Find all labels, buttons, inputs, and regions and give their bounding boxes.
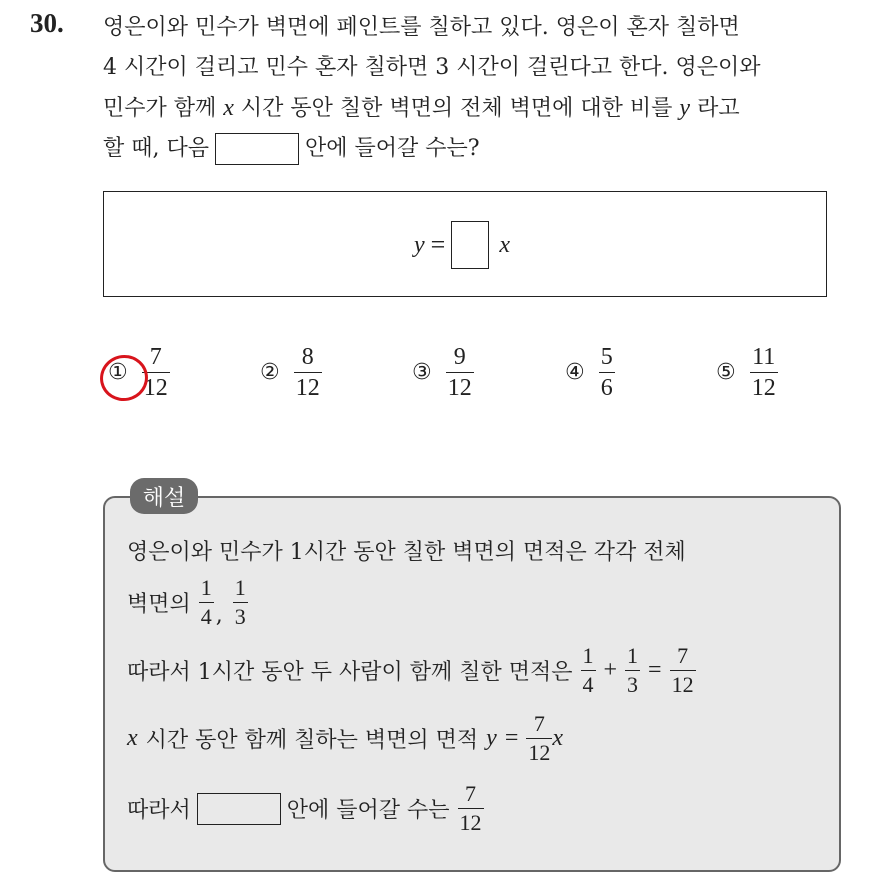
choice-3-mark: ③	[412, 360, 432, 385]
solution-line-3-frac-b	[625, 645, 640, 696]
frac-1-3-num: 1	[234, 575, 246, 600]
line3-result-num: 7	[677, 643, 689, 668]
question-line-3c: 라고	[697, 96, 740, 121]
choice-5-num: 11	[752, 344, 776, 370]
question-line-2: 4 시간이 걸리고 민수 혼자 칠하면 3 시간이 걸린다고 한다. 영은이와	[103, 55, 761, 80]
line4-var-x: x	[127, 725, 138, 751]
solution-line-2	[127, 577, 248, 628]
line4-var-y: y	[486, 725, 497, 751]
choice-1-den: 12	[142, 372, 170, 400]
solution-blank	[197, 793, 281, 825]
question-text	[103, 8, 873, 169]
choice-2-num: 8	[301, 344, 314, 370]
solution-comma: ,	[215, 603, 223, 628]
line4-var-x-2: x	[552, 725, 564, 751]
equation	[414, 222, 510, 268]
solution-line-5	[127, 783, 484, 834]
question-line-3b: 시간 동안 칠한 벽면의 전체 벽면에 대한 비를	[240, 96, 673, 121]
choice-4-mark: ④	[565, 360, 585, 385]
solution-tag: 해설	[130, 478, 198, 514]
solution-line-3-frac-a	[581, 645, 596, 696]
question-line-4b: 안에 들어갈 수는?	[305, 136, 480, 161]
line4-frac-num: 7	[533, 711, 545, 736]
solution-line-2-text: 벽면의	[127, 592, 191, 617]
choice-2-fraction	[294, 345, 322, 400]
frac-1-4-den: 4	[200, 604, 212, 629]
choice-4-fraction	[599, 345, 615, 400]
line3-frac-a-num: 1	[582, 643, 594, 668]
solution-line-5-prefix: 따라서	[127, 798, 191, 823]
var-y: y	[679, 95, 691, 121]
equation-equals: =	[430, 230, 446, 259]
choice-1-mark: ①	[108, 360, 128, 385]
choice-5[interactable]	[716, 345, 778, 400]
choice-4[interactable]	[565, 345, 615, 400]
equation-lhs: y	[414, 231, 425, 258]
question-line-3a: 민수가 함께	[103, 96, 217, 121]
equation-box	[103, 191, 827, 297]
solution-line-4-text: 시간 동안 함께 칠하는 벽면의 면적	[145, 728, 479, 753]
line3-frac-b-num: 1	[627, 643, 639, 668]
choice-1-fraction	[142, 345, 170, 400]
solution-line-5-suffix: 안에 들어갈 수는	[286, 798, 450, 823]
answer-blank	[215, 133, 299, 165]
line4-frac-den: 12	[528, 740, 551, 765]
solution-fraction-1-4	[199, 577, 214, 628]
line5-frac-num: 7	[465, 781, 477, 806]
question-line-4a: 할 때, 다음	[103, 136, 209, 161]
question-line-1: 영은이와 민수가 벽면에 페인트를 칠하고 있다. 영은이 혼자 칠하면	[103, 15, 740, 40]
choice-3-num: 9	[453, 344, 466, 370]
choice-3-fraction	[446, 345, 474, 400]
frac-1-3-den: 3	[234, 604, 246, 629]
choice-3[interactable]	[412, 345, 474, 400]
solution-line-3	[127, 645, 696, 696]
choice-1-num: 7	[149, 344, 162, 370]
choice-2-mark: ②	[260, 360, 280, 385]
line5-frac-den: 12	[459, 810, 482, 835]
choice-5-den: 12	[750, 372, 778, 400]
equation-blank	[451, 221, 489, 269]
choice-3-den: 12	[446, 372, 474, 400]
equation-rhs: x	[499, 231, 510, 258]
choice-5-mark: ⑤	[716, 360, 736, 385]
line4-equals-sign: =	[504, 725, 519, 751]
equals-sign: =	[648, 657, 662, 683]
choice-5-fraction	[750, 345, 778, 400]
choice-4-num: 5	[600, 344, 613, 370]
line3-frac-a-den: 4	[582, 672, 594, 697]
solution-line-3-result	[670, 645, 696, 696]
plus-sign: +	[603, 657, 618, 683]
question-line-4	[103, 129, 873, 169]
line3-result-den: 12	[671, 672, 694, 697]
choice-2[interactable]	[260, 345, 322, 400]
question-line-3	[103, 88, 873, 129]
solution-line-4	[127, 713, 563, 764]
choice-4-den: 6	[599, 372, 615, 400]
solution-fraction-1-3	[233, 577, 248, 628]
solution-line-3-text: 따라서 1시간 동안 두 사람이 함께 칠한 면적은	[127, 660, 573, 685]
choice-2-den: 12	[294, 372, 322, 400]
solution-line-5-frac	[458, 783, 484, 834]
choice-1[interactable]	[108, 345, 170, 400]
question-number: 30.	[30, 8, 64, 38]
solution-line-4-frac	[526, 713, 552, 764]
line3-frac-b-den: 3	[627, 672, 639, 697]
var-x: x	[223, 95, 234, 121]
solution-line-1: 영은이와 민수가 1시간 동안 칠한 벽면의 면적은 각각 전체	[127, 540, 686, 565]
answer-choices	[0, 345, 884, 415]
frac-1-4-num: 1	[200, 575, 212, 600]
